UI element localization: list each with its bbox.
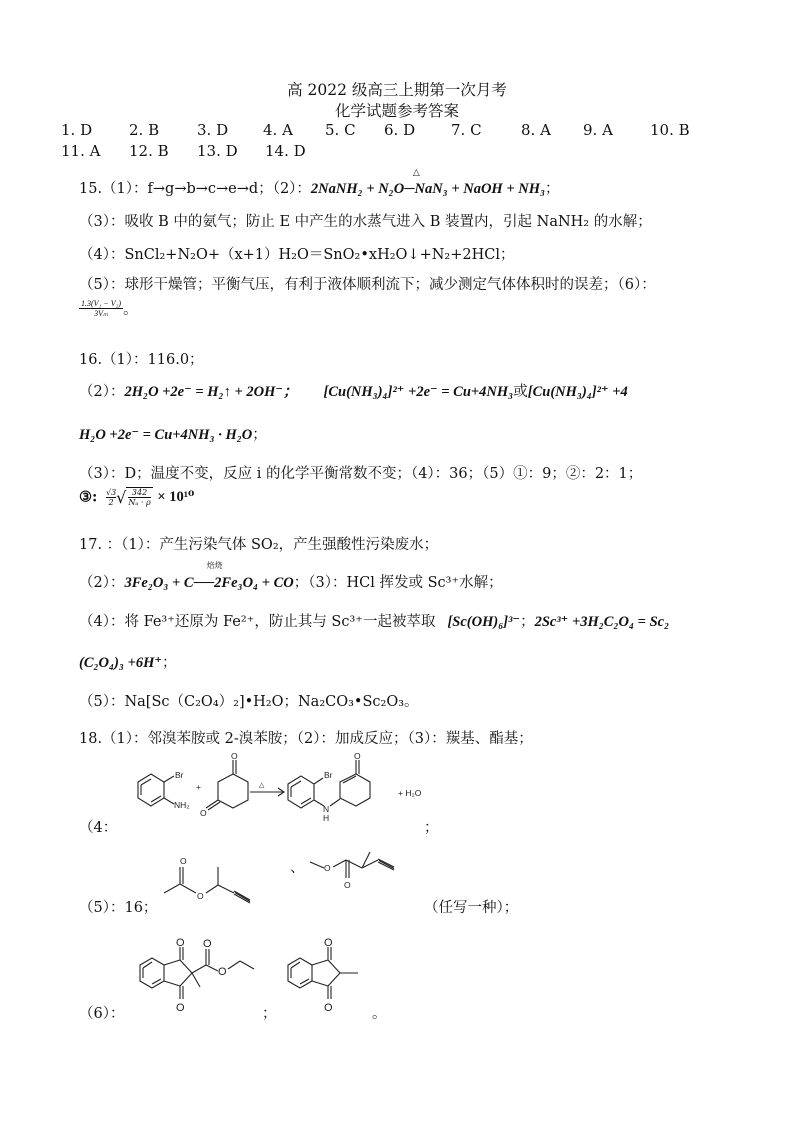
q18-line-5-note: （任写一种）； (424, 900, 519, 916)
reaction-scheme (118, 752, 438, 837)
q15-line-2: （3）：吸收 B 中的氨气；防止 E 中产生的水蒸气进入 B 装置内，引起 NaNH₂ 的水解； (79, 214, 652, 230)
methyl-indandione-structure (280, 935, 380, 1015)
oxo-label: O (324, 1002, 333, 1014)
indandione-ester-structure (130, 935, 270, 1015)
q16-line-2: （2）：2H₂O +2e⁻ = H₂↑ + 2OH⁻； [Cu(NH₃)₄]²⁺ +2e⁻ = Cu+4NH₃或[Cu(NH₃)₄]²⁺ +4 (79, 384, 628, 400)
choice-answer: 7. C (451, 121, 482, 139)
q17-equation: 3Fe₂O₃ + C──2Fe₃O₄ + CO (124, 575, 294, 591)
amine-label: NH₂ (174, 800, 190, 810)
q18-line-4-label: （4： (79, 820, 118, 836)
ester-structure-2 (300, 840, 410, 895)
q15-line-3: （4）：SnCl₂+N₂O+（x+1）H₂O＝SnO₂•xH₂O↓+N₂+2HCl； (79, 247, 515, 263)
choice-answer: 9. A (583, 121, 613, 139)
choice-answer: 1. D (61, 121, 93, 139)
ester-o-label: O (218, 966, 227, 978)
q18-line-5-label: （5）：16； (79, 900, 158, 916)
oxo-label: O (324, 937, 333, 949)
q18-line-6-sep: ； (262, 1006, 277, 1022)
ester-o-label: O (197, 891, 204, 901)
q18-line-1: 18.（1）：邻溴苯胺或 2-溴苯胺；（2）：加成反应；（3）：羰基、酯基； (79, 731, 533, 747)
oxo-label: O (203, 938, 212, 950)
ester-structure-1 (150, 855, 260, 905)
oxo-label: O (176, 937, 185, 949)
choice-answer: 14. D (265, 142, 306, 160)
oxo-label-1: O (231, 751, 238, 761)
choice-answer: 10. B (650, 121, 690, 139)
ester-o-label: O (324, 863, 331, 873)
choice-answer: 2. B (129, 121, 160, 139)
q16-line-1: 16.（1）：116.0； (79, 352, 204, 368)
q16-line-3: H₂O +2e⁻ = Cu+4NH₃ · H₂O； (79, 427, 267, 443)
q18-line-4-end: ； (424, 820, 439, 836)
water-label: + H₂O (398, 788, 422, 798)
choice-answer: 4. A (263, 121, 293, 139)
q16-line-5: ③: $\frac{√3}{2}$ √ $\frac{342}{\text{Nₐ · ρ}}$ × 10¹⁰ (79, 487, 195, 507)
choice-answer: 11. A (61, 142, 101, 160)
q15-fraction: $\frac{\text{1.3(V₁ − V₂)}}{\text{3Vₘ}}$ 。 (81, 299, 138, 318)
q17-line-2: （2）：3Fe₂O₃ + C──2Fe₃O₄ + CO 焙烧 ；（3）：HCl 挥发或 Sc³⁺水解； (79, 561, 503, 591)
choice-answer: 6. D (384, 121, 416, 139)
q17-line-4: (C₂O₄)₃ +6H⁺； (79, 655, 177, 671)
choice-answer: 3. D (197, 121, 229, 139)
choice-answers-row-1 (61, 121, 690, 139)
heat-label: △ (259, 782, 265, 789)
q17-line-3: （4）：将 Fe³⁺还原为 Fe²⁺，防止其与 Sc³⁺一起被萃取 [Sc(OH)₆]³⁻；2Sc³⁺ +3H₂C₂O₄ = Sc₂ (79, 614, 670, 630)
q18-line-5-sep: 、 (290, 860, 305, 876)
q15-line-4: （5）：球形干燥管；平衡气压，有利于液体顺利流下；减少测定气体体积时的误差；（6）： (79, 277, 656, 293)
bromo-label: Br (175, 770, 184, 780)
carbonyl-o-label: O (180, 856, 187, 866)
choice-answers-row-2 (61, 142, 306, 160)
choice-answer: 5. C (325, 121, 356, 139)
q15-equation: 2NaNH₂ + N₂O─NaN₃ + NaOH + NH₃ (310, 181, 546, 197)
imine-h-label: H (323, 813, 330, 823)
oxo-label-2: O (200, 808, 207, 818)
heat-condition: △ (412, 168, 420, 178)
plus-sign: + (196, 782, 201, 792)
q18-line-6-end: 。 (372, 1006, 387, 1022)
roast-condition: 焙烧 (206, 561, 223, 570)
choice-answer: 8. A (521, 121, 551, 139)
bromo-label: Br (324, 770, 333, 780)
page-title: 高 2022 级高三上期第一次月考 (287, 81, 507, 99)
q15-line-1: 15.（1）：f→g→b→c→e→d；（2）：2NaNH₂ + N₂O─NaN₃ + NaOH + NH₃ △ ； (79, 168, 560, 197)
carbonyl-o-label: O (344, 880, 351, 890)
page-subtitle: 化学试题参考答案 (334, 102, 459, 120)
q17-line-5: （5）：Na[Sc（C₂O₄）₂]•H₂O；Na₂CO₃•Sc₂O₃。 (79, 694, 419, 710)
oxo-label: O (176, 1002, 185, 1014)
choice-answer: 13. D (197, 142, 238, 160)
q16-line-4: （3）：D；温度不变，反应 i 的化学平衡常数不变；（4）：36；（5）①：9；②：2：1； (79, 466, 643, 482)
imine-n-label: N (323, 804, 330, 814)
choice-answer: 12. B (129, 142, 169, 160)
q17-line-1: 17. ：（1）：产生污染气体 SO₂，产生强酸性污染废水； (79, 537, 439, 553)
q18-line-6-label: （6）： (79, 1006, 125, 1022)
oxo-label-3: O (354, 751, 361, 761)
